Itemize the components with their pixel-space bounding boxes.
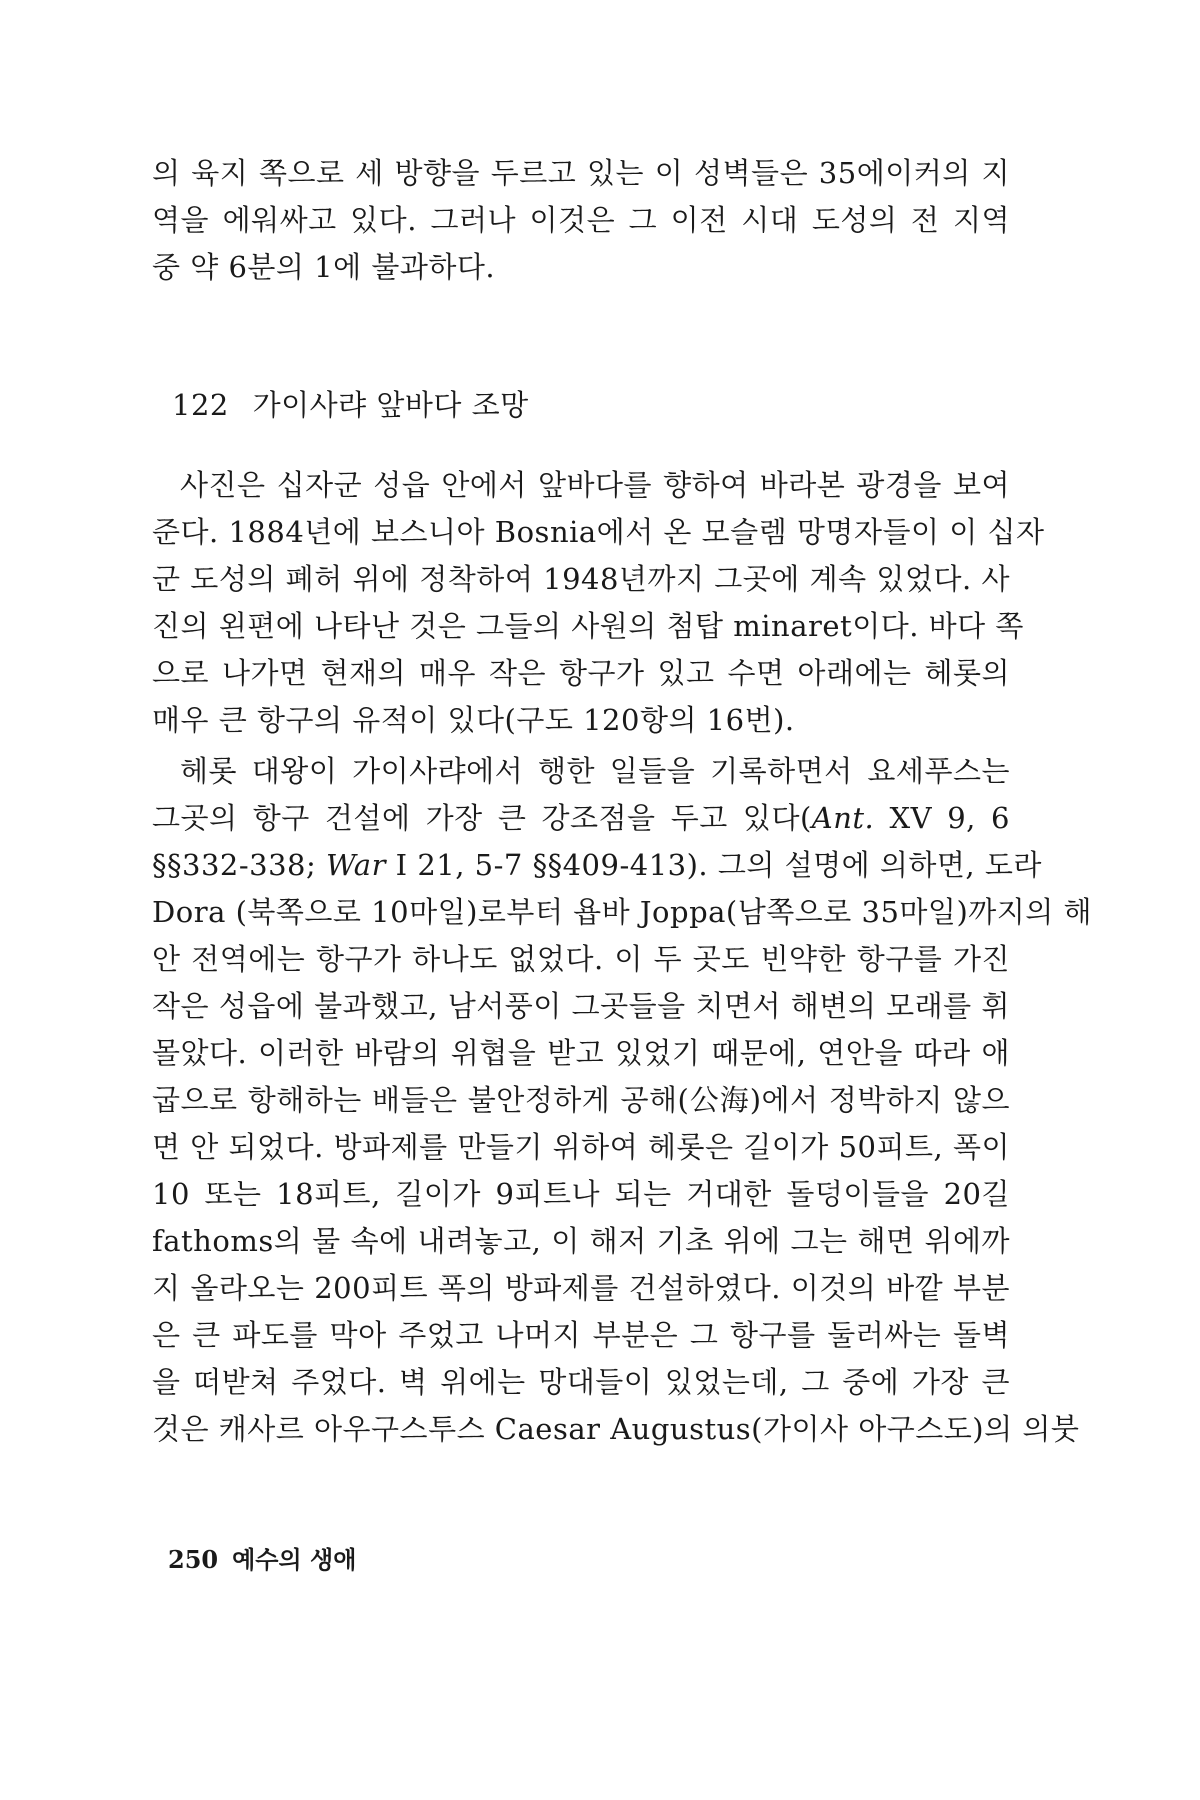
text-segment: I 21, 5-7 §§409-413). 그의 설명에 의하면, 도라 — [385, 848, 1042, 882]
text-line: 굽으로 항해하는 배들은 불안정하게 공해(公海)에서 정박하지 않으 — [152, 1083, 1010, 1117]
text-line: 헤롯 대왕이 가이사랴에서 행한 일들을 기록하면서 요세푸스는 — [180, 754, 1010, 788]
citation-italic: War — [326, 848, 386, 882]
text-line: Dora (북쪽으로 10마일)로부터 욥바 Joppa(남쪽으로 35마일)까지의 해 — [152, 895, 1093, 929]
text-line: 의 육지 쪽으로 세 방향을 두르고 있는 이 성벽들은 35에이커의 지 — [152, 156, 1010, 190]
text-line: 것은 캐사르 아우구스투스 Caesar Augustus(가이사 아구스도)의 의붓 — [152, 1412, 1080, 1446]
running-title: 예수의 생애 — [232, 1545, 357, 1574]
paragraph-2 — [152, 748, 1093, 1453]
text-line: 중 약 6분의 1에 불과하다. — [152, 250, 496, 284]
page-footer — [168, 1545, 356, 1575]
text-segment: XV 9, 6 — [874, 801, 1010, 835]
page-number: 250 — [168, 1545, 219, 1574]
text-line: 군 도성의 폐허 위에 정착하여 1948년까지 그곳에 계속 있었다. 사 — [152, 562, 1010, 596]
text-line: 몰았다. 이러한 바람의 위협을 받고 있었기 때문에, 연안을 따라 애 — [152, 1036, 1010, 1070]
text-line: 역을 에워싸고 있다. 그러나 이것은 그 이전 시대 도성의 전 지역 — [152, 203, 1010, 237]
text-line: 준다. 1884년에 보스니아 Bosnia에서 온 모슬렘 망명자들이 이 십자 — [152, 515, 1045, 549]
text-line: 면 안 되었다. 방파제를 만들기 위하여 헤롯은 길이가 50피트, 폭이 — [152, 1130, 1010, 1164]
section-heading — [172, 382, 529, 429]
text-line — [152, 795, 1010, 842]
text-line: fathoms의 물 속에 내려놓고, 이 해저 기초 위에 그는 해면 위에까 — [152, 1224, 1010, 1258]
text-segment: 그곳의 항구 건설에 가장 큰 강조점을 두고 있다( — [152, 801, 812, 835]
text-line: 지 올라오는 200피트 폭의 방파제를 건설하였다. 이것의 바깥 부분 — [152, 1271, 1010, 1305]
section-number: 122 — [172, 388, 229, 422]
text-segment: §§332-338; — [152, 848, 326, 882]
paragraph-1 — [152, 462, 1045, 744]
text-line: 작은 성읍에 불과했고, 남서풍이 그곳들을 치면서 해변의 모래를 휘 — [152, 989, 1010, 1023]
text-line: 진의 왼편에 나타난 것은 그들의 사원의 첨탑 minaret이다. 바다 쪽 — [152, 609, 1024, 643]
text-line: 안 전역에는 항구가 하나도 없었다. 이 두 곳도 빈약한 항구를 가진 — [152, 942, 1010, 976]
text-line: 은 큰 파도를 막아 주었고 나머지 부분은 그 항구를 둘러싸는 돌벽 — [152, 1318, 1010, 1352]
text-line — [152, 842, 1042, 889]
text-line: 사진은 십자군 성읍 안에서 앞바다를 향하여 바라본 광경을 보여 — [180, 468, 1010, 502]
text-line: 매우 큰 항구의 유적이 있다(구도 120항의 16번). — [152, 703, 795, 737]
intro-text-block — [152, 150, 1010, 291]
citation-italic: Ant. — [811, 801, 875, 835]
section-title: 가이사랴 앞바다 조망 — [252, 388, 529, 422]
text-line: 을 떠받쳐 주었다. 벽 위에는 망대들이 있었는데, 그 중에 가장 큰 — [152, 1365, 1010, 1399]
text-line: 으로 나가면 현재의 매우 작은 항구가 있고 수면 아래에는 헤롯의 — [152, 656, 1010, 690]
text-line: 10 또는 18피트, 길이가 9피트나 되는 거대한 돌덩이들을 20길 — [152, 1177, 1010, 1211]
